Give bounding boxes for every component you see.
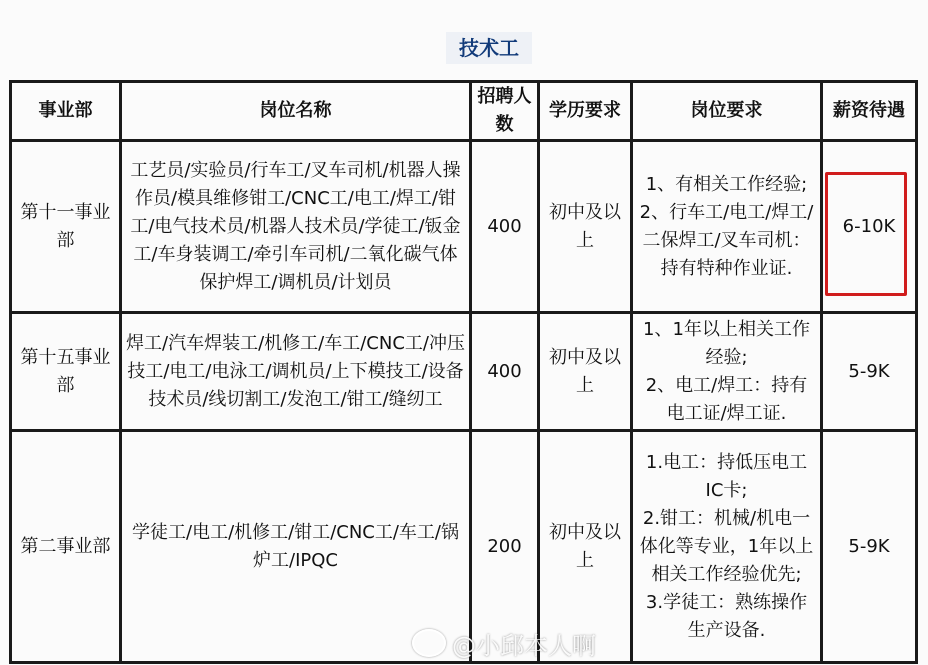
table-row	[11, 141, 917, 313]
requirement-line: 2.钳工：机械/机电一体化等专业，1年以上相关工作经验优先;	[639, 507, 814, 585]
watermark	[412, 626, 596, 660]
requirements-cell	[632, 313, 822, 431]
header-education: 学历要求	[539, 82, 632, 141]
requirement-line: 2、电工/焊工：持有电工证/焊工证.	[645, 374, 808, 424]
headcount-cell: 400	[471, 141, 539, 313]
dept-cell: 第十五事业部	[11, 313, 121, 431]
header-headcount: 招聘人数	[471, 82, 539, 141]
positions-cell: 学徒工/电工/机修工/钳工/CNC工/车工/锅炉工/IPQC	[121, 431, 471, 663]
education-cell: 初中及以上	[539, 313, 632, 431]
requirement-line: 1、1年以上相关工作经验;	[643, 318, 810, 368]
header-salary: 薪资待遇	[822, 82, 917, 141]
positions-cell: 焊工/汽车焊装工/机修工/车工/CNC工/冲压技工/电工/电泳工/调机员/上下模技工/设备技术员/线切割工/发泡工/钳工/缝纫工	[121, 313, 471, 431]
requirement-line: 1.电工：持低压电工IC卡;	[645, 451, 808, 501]
headcount-cell: 400	[471, 313, 539, 431]
table-header-row	[11, 82, 917, 141]
salary-cell: 5-9K	[822, 313, 917, 431]
dept-cell: 第二事业部	[11, 431, 121, 663]
weibo-logo-icon	[412, 629, 446, 657]
requirements-cell	[632, 141, 822, 313]
headcount-cell: 200	[471, 431, 539, 663]
requirement-line: 1、有相关工作经验;	[645, 173, 808, 195]
table-row	[11, 313, 917, 431]
requirement-line: 2、行车工/电工/焊工/二保焊工/叉车司机：持有特种作业证.	[639, 201, 814, 279]
section-title: 技术工	[446, 32, 532, 64]
recruitment-table	[9, 80, 918, 664]
header-positions: 岗位名称	[121, 82, 471, 141]
header-requirements: 岗位要求	[632, 82, 822, 141]
watermark-text: @小邱本人啊	[452, 631, 596, 660]
requirements-cell	[632, 431, 822, 663]
dept-cell: 第十一事业部	[11, 141, 121, 313]
education-cell: 初中及以上	[539, 141, 632, 313]
header-dept: 事业部	[11, 82, 121, 141]
requirement-line: 3.学徒工：熟练操作生产设备.	[645, 591, 808, 641]
education-cell: 初中及以上	[539, 431, 632, 663]
positions-cell: 工艺员/实验员/行车工/叉车司机/机器人操作员/模具维修钳工/CNC工/电工/焊工/钳工/电气技术员/机器人技术员/学徒工/钣金工/车身装调工/牵引车司机/二氧化碳气体保护焊工/调机员/计划员	[121, 141, 471, 313]
salary-cell: 5-9K	[822, 431, 917, 663]
salary-highlight-box	[825, 172, 907, 296]
salary-cell: 6-10K	[822, 141, 917, 313]
